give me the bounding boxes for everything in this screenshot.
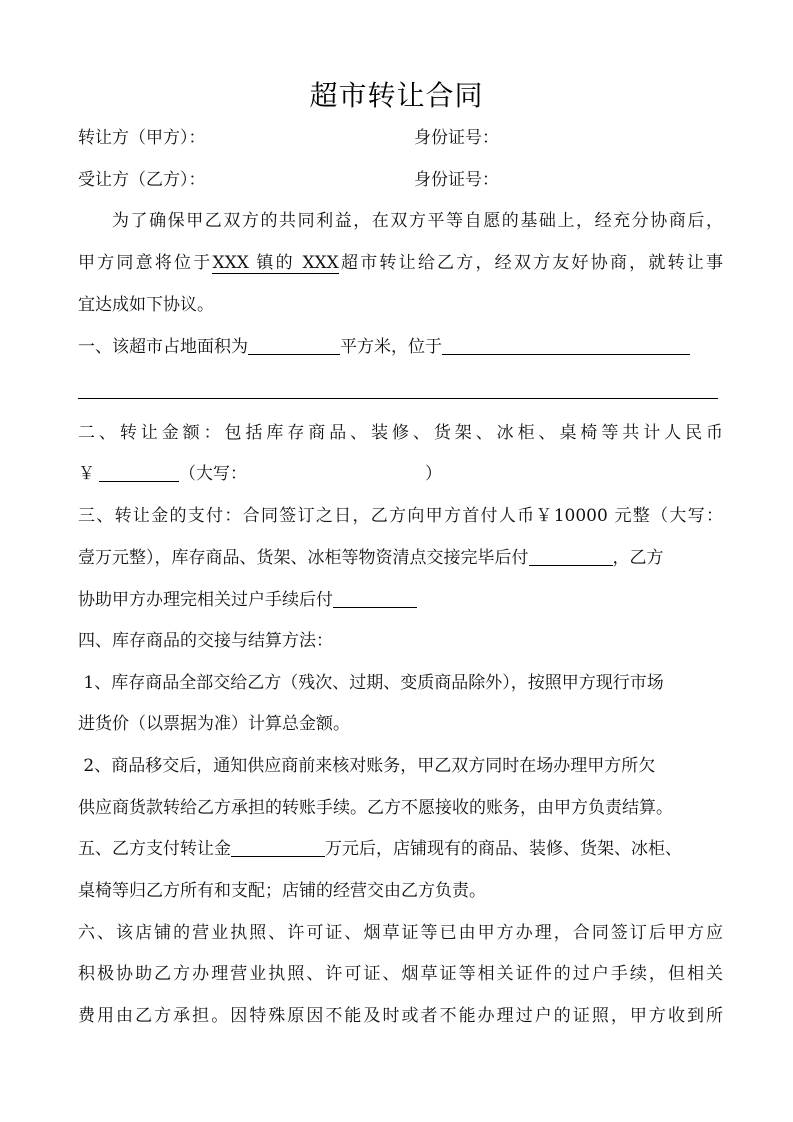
clause-5-text-a: 五、乙方支付转让金 — [78, 839, 231, 859]
daxie-close: ） — [425, 464, 442, 484]
party-b-label: 受让方（乙方）： — [78, 170, 206, 190]
area-blank[interactable] — [248, 334, 340, 355]
location-blank[interactable] — [442, 334, 690, 355]
clause-3-text-a: 壹万元整），库存商品、货架、冰柜等物资清点交接完毕后付 — [78, 548, 529, 568]
clause-1-text-b: 平方米，位于 — [340, 337, 442, 357]
clause-3-text-b: ，乙方 — [612, 548, 664, 568]
clause-2-line-2 — [78, 461, 723, 487]
party-a-label: 转让方（甲方）： — [78, 128, 206, 148]
supermarket-location: XXX 镇的 XXX — [212, 253, 339, 273]
clause-4-item-2-line-2: 供应商货款转给乙方承担的转账手续。乙方不愿接收的账务，由甲方负责结算。 — [78, 798, 673, 818]
transfer-fee-blank[interactable] — [231, 836, 325, 857]
intro-line-3: 宜达成如下协议。 — [78, 295, 214, 315]
intro-line-2 — [78, 250, 723, 276]
intro-text-a: 甲方同意将位于 — [78, 253, 213, 273]
clause-6-line-3: 费用由乙方承担。因特殊原因不能及时或者不能办理过户的证照，甲方收到所 — [78, 1006, 723, 1026]
yen-symbol: ￥ — [78, 464, 95, 484]
party-a-id-label: 身份证号： — [414, 128, 499, 148]
party-b-id-label: 身份证号： — [414, 170, 499, 190]
intro-text-b: 超市转让给乙方，经双方友好协商，就转让事 — [338, 253, 723, 273]
payment-blank-1[interactable] — [529, 545, 613, 566]
clause-1-text-a: 一、该超市占地面积为 — [78, 337, 248, 357]
clause-5-text-b: 万元后，店铺现有的商品、装修、货架、冰柜、 — [325, 839, 682, 859]
clause-2-line-1: 二、转让金额：包括库存商品、装修、货架、冰柜、桌椅等共计人民币 — [78, 423, 723, 443]
clause-3-line-2 — [78, 545, 723, 571]
clause-5-line-1 — [78, 836, 723, 862]
clause-1-line — [78, 334, 723, 360]
clause-5-line-2: 桌椅等归乙方所有和支配；店铺的经营交由乙方负责。 — [78, 881, 486, 901]
clause-3-text-c: 协助甲方办理完相关过户手续后付 — [78, 590, 333, 610]
clause-6-line-1: 六、该店铺的营业执照、许可证、烟草证等已由甲方办理，合同签订后甲方应 — [78, 923, 723, 943]
clause-6-line-2: 积极协助乙方办理营业执照、许可证、烟草证等相关证件的过户手续，但相关 — [78, 964, 723, 984]
location-blank-line-2[interactable] — [78, 398, 718, 399]
daxie-label: （大写： — [179, 464, 247, 484]
clause-3-line-1: 三、转让金的支付：合同签订之日，乙方向甲方首付人币￥10000 元整（大写： — [78, 506, 723, 526]
payment-blank-2[interactable] — [333, 587, 417, 608]
clause-3-line-3 — [78, 587, 723, 613]
clause-4-item-1-line-2: 进货价（以票据为准）计算总金额。 — [78, 714, 350, 734]
intro-line-1: 为了确保甲乙双方的共同利益，在双方平等自愿的基础上，经充分协商后， — [112, 211, 723, 231]
amount-blank[interactable] — [99, 461, 179, 482]
clause-4-item-2-line-1: 2、商品移交后，通知供应商前来核对账务，甲乙双方同时在场办理甲方所欠 — [78, 756, 656, 776]
clause-4-heading: 四、库存商品的交接与结算方法： — [78, 631, 333, 651]
clause-4-item-1-line-1: 1、库存商品全部交给乙方（残次、过期、变质商品除外），按照甲方现行市场 — [78, 673, 664, 693]
party-b-line — [78, 167, 723, 193]
party-a-line — [78, 125, 723, 151]
document-title: 超市转让合同 — [309, 79, 484, 112]
